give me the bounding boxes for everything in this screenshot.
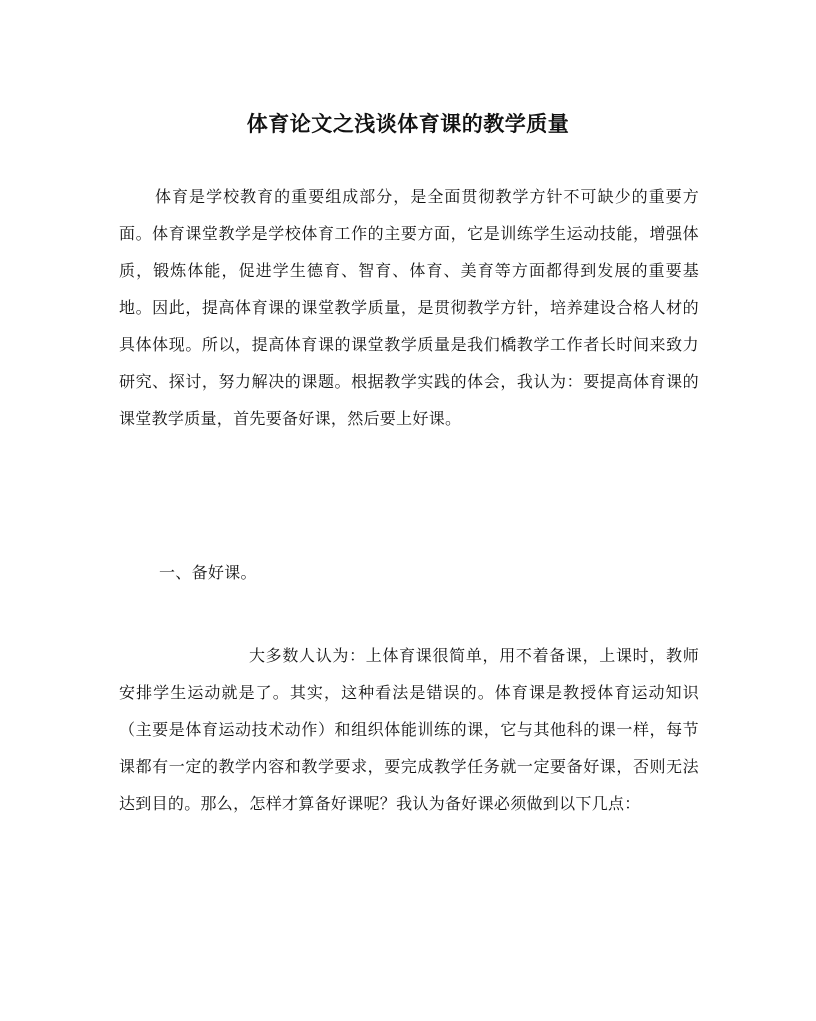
intro-paragraph: 体育是学校教育的重要组成部分，是全面贯彻教学方针不可缺少的重要方面。体育课堂教学是学校体育工作的主要方面，它是训练学生运动技能，增强体质，锻炼体能，促进学生德育、智育、体育、美育等方面都得到发展的重要基地。因此，提高体育课的课堂教学质量，是贯彻教学方针，培养建设合格人材的具体体现。所以，提高体育课的课堂教学质量是我们橋教学工作者长时间来致力研究、探讨，努力解决的课题。根据教学实践的体会，我认为：要提高体育课的课堂教学质量，首先要备好课，然后要上好课。 <box>119 187 699 428</box>
document-title: 体育论文之浅谈体育课的教学质量 <box>246 111 570 136</box>
section-paragraph: 大多数人认为：上体育课很简单，用不着备课，上课时，教师安排学生运动就是了。其实，这种看法是错误的。体育课是教授体育运动知识（主要是体育运动技术动作）和组织体能训练的课，它与其他科的课一样，每节课都有一定的教学内容和教学要求，要完成教学任务就一定要备好课，否则无法达到目的。那么，怎样才算备好课呢？我认为备好课必须做到以下几点： <box>119 646 699 813</box>
section-heading: 一、备好课。 <box>159 563 257 582</box>
